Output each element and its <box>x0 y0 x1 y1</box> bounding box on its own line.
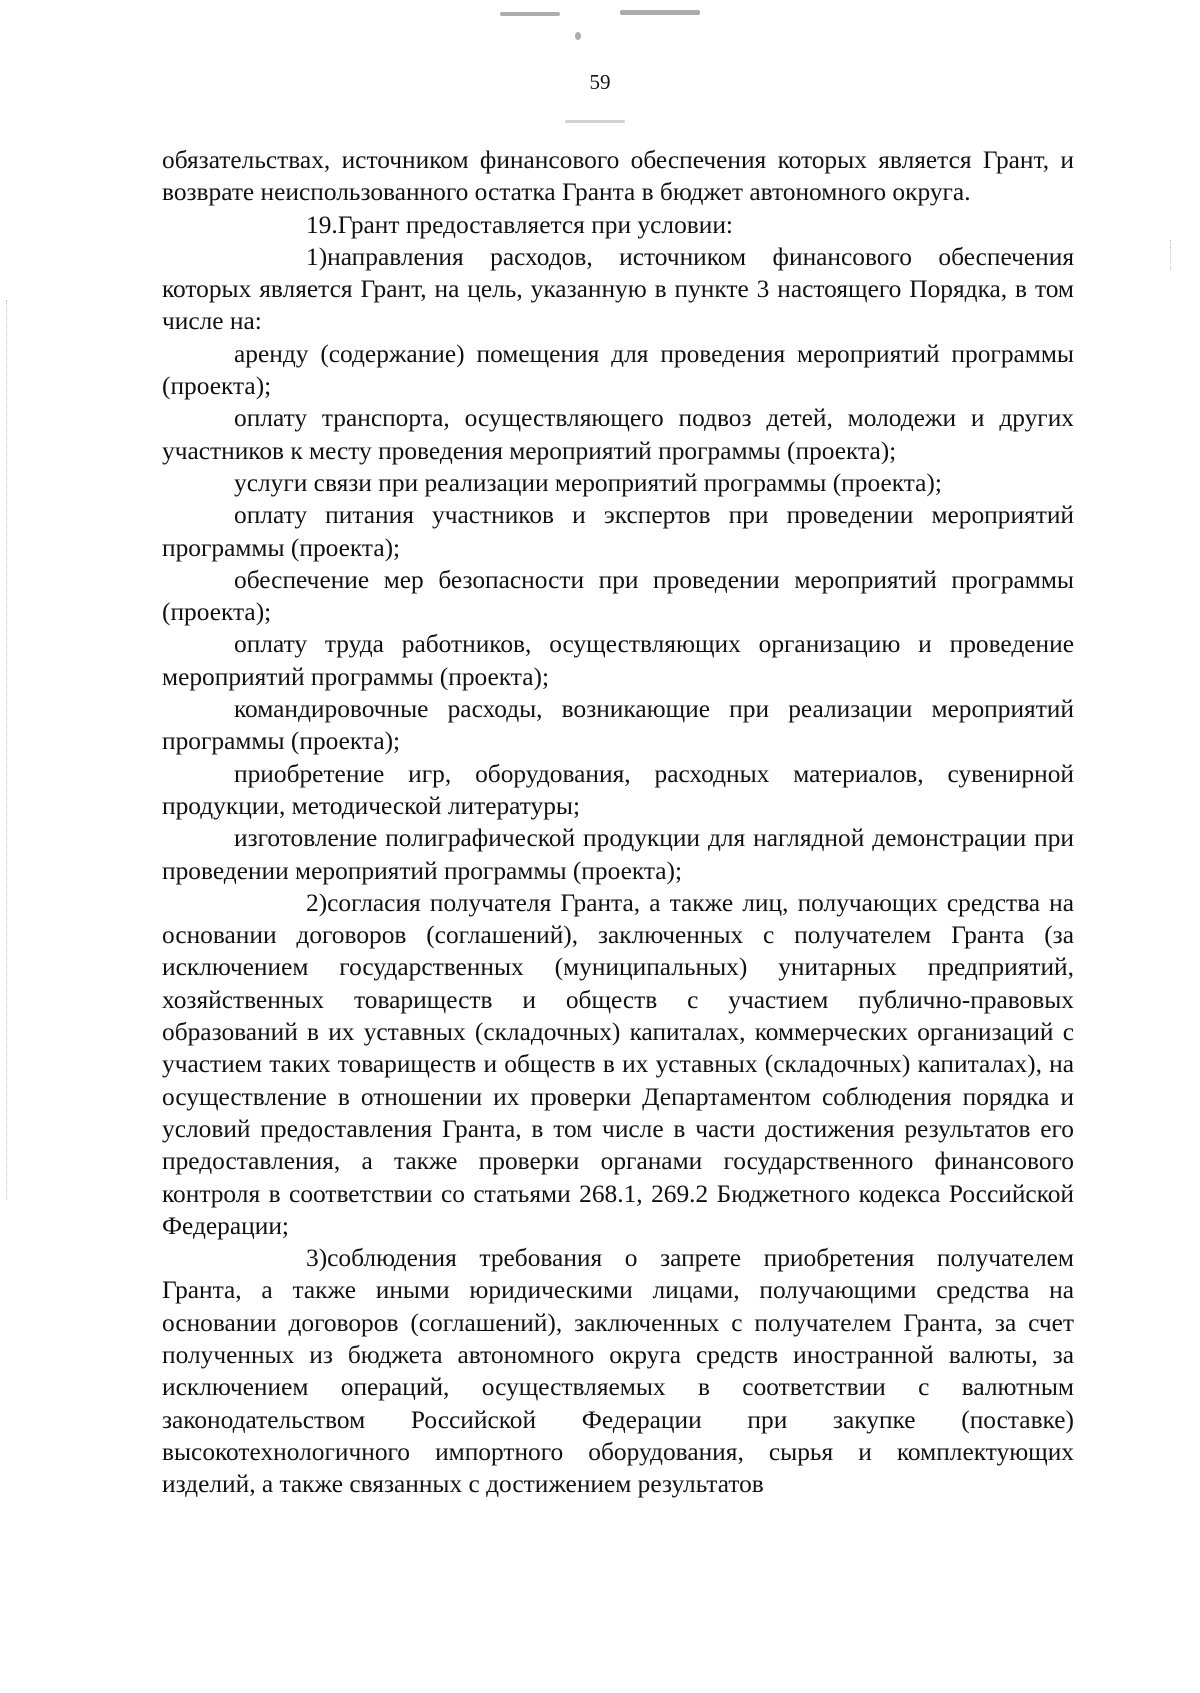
paragraph <box>162 499 1074 564</box>
paragraph-text: оплату питания участников и экспертов при проведении мероприятий программы (проекта); <box>162 501 1074 562</box>
paragraph-text: соблюдения требования о запрете приобретения получателем Гранта, а также иными юридическими лицами, получающими средства на основании договоров (соглашений), заключенных с получателем Гранта, за счет полученных из бюджета автономного округа средств иностранной валюты, за исключением операций, осуществляемых в соответствии с валютным законодательством Российской Федерации при закупке (поставке) высокотехнологичного импортного оборудования, сырья и комплектующих изделий, а также связанных с достижением результатов <box>162 1244 1074 1499</box>
scan-artifact <box>575 32 581 40</box>
paragraph-text: оплату труда работников, осуществляющих организацию и проведение мероприятий программы (проекта); <box>162 630 1074 691</box>
paragraph <box>162 758 1074 823</box>
paragraph <box>162 1242 1074 1500</box>
scan-artifact <box>500 12 560 16</box>
scan-artifact <box>6 300 7 1200</box>
paragraph-text: оплату транспорта, осуществляющего подвоз детей, молодежи и других участников к месту проведения мероприятий программы (проекта); <box>162 404 1074 465</box>
page-number: 59 <box>589 70 611 94</box>
paragraph <box>162 338 1074 403</box>
scan-artifact <box>1170 240 1171 270</box>
paragraph-text: услуги связи при реализации мероприятий программы (проекта); <box>234 468 942 497</box>
paragraph-text: направления расходов, источником финансового обеспечения которых является Грант, на цель, указанную в пункте 3 настоящего Порядка, в том числе на: <box>162 242 1074 336</box>
paragraph <box>162 241 1074 338</box>
paragraph <box>162 467 1074 499</box>
paragraph <box>162 144 1074 209</box>
paragraph <box>162 887 1074 1242</box>
paragraph <box>162 693 1074 758</box>
clause-number: 19. <box>306 210 338 239</box>
document-body <box>162 144 1074 1500</box>
paragraph-text: изготовление полиграфической продукции для наглядной демонстрации при проведении мероприятий программы (проекта); <box>162 824 1074 885</box>
clause-number: 1) <box>306 242 328 271</box>
paragraph <box>162 402 1074 467</box>
paragraph-text: Грант предоставляется при условии: <box>337 210 733 239</box>
paragraph <box>162 628 1074 693</box>
scan-artifact <box>620 10 700 15</box>
paragraph-text: командировочные расходы, возникающие при реализации мероприятий программы (проекта); <box>162 695 1074 756</box>
paragraph-text: согласия получателя Гранта, а также лиц, получающих средства на основании договоров (соглашений), заключенных с получателем Гранта (за исключением государственных (муниципальных) унитарных предприятий, хозяйственных товариществ и обществ с участием публично-правовых образований в их уставных (складочных) капиталах, коммерческих организаций с участием таких товариществ и обществ в их уставных (складочных) капиталах), на осуществление в отношении их проверки Департаментом соблюдения порядка и условий предоставления Гранта, в том числе в части достижения результатов его предоставления, а также проверки органами государственного финансового контроля в соответствии со статьями 268.1, 269.2 Бюджетного кодекса Российской Федерации; <box>162 888 1074 1240</box>
paragraph-text: обеспечение мер безопасности при проведении мероприятий программы (проекта); <box>162 565 1074 627</box>
paragraph-text: обязательствах, источником финансового обеспечения которых является Грант, и возврате неиспользованного остатка Гранта в бюджет автономного округа. <box>162 146 1074 207</box>
paragraph-text: приобретение игр, оборудования, расходных материалов, сувенирной продукции, методической литературы; <box>162 759 1074 820</box>
paragraph-text: аренду (содержание) помещения для проведения мероприятий программы (проекта); <box>162 339 1074 401</box>
clause-number: 2) <box>306 888 328 917</box>
paragraph <box>162 564 1074 629</box>
scan-artifact <box>565 120 625 123</box>
paragraph <box>162 209 1074 241</box>
clause-number: 3) <box>306 1244 328 1273</box>
paragraph <box>162 822 1074 887</box>
